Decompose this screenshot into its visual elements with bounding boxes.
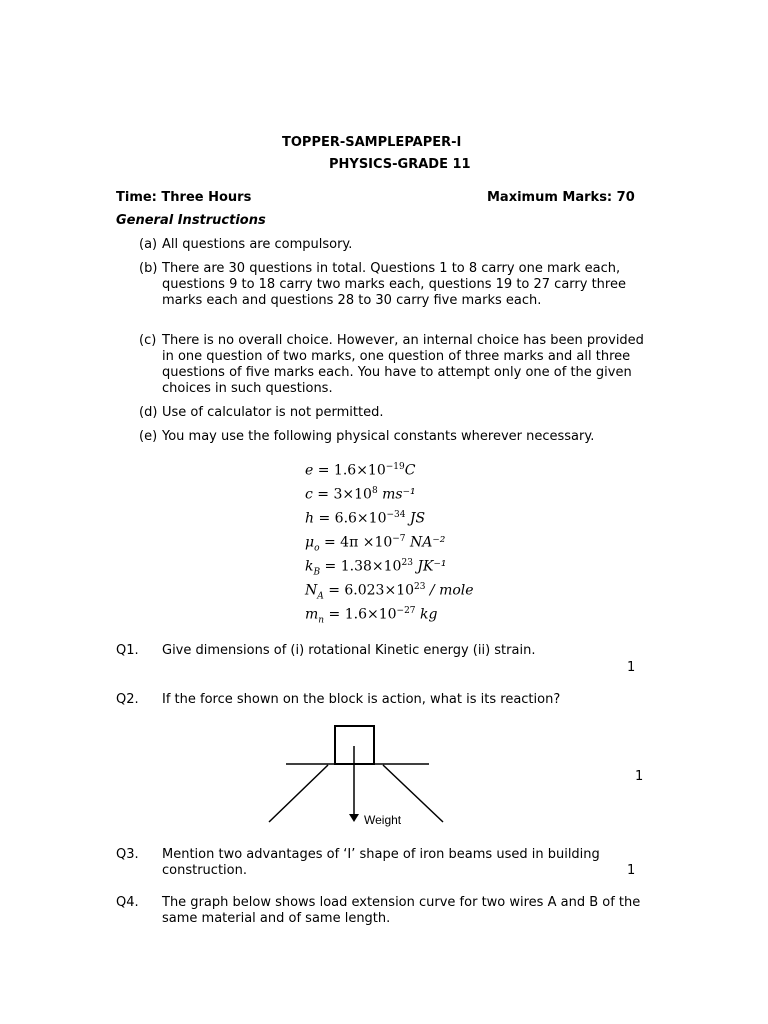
question-number: Q2. (116, 692, 139, 707)
constant-exponent: −27 (396, 606, 416, 616)
constant-exponent: 23 (401, 558, 413, 568)
constant-unit: JK⁻¹ (412, 558, 447, 575)
instruction-item-b (139, 261, 659, 309)
question-number: Q4. (116, 895, 139, 910)
weight-label: Weight (364, 813, 402, 827)
constant-neutron-mass (305, 606, 437, 625)
question-2-marks: 1 (635, 769, 644, 784)
constant-avogadro (305, 582, 474, 601)
instruction-text: There is no overall choice. However, an internal choice has been provided in one question of two marks, one question of three marks and all three questions of five marks each. You have to attempt only one of the given choices in such questions. (162, 333, 644, 396)
constant-value: = 4π ×10 (319, 534, 393, 551)
question-number: Q1. (116, 643, 139, 658)
constant-boltzmann (305, 558, 446, 577)
constant-unit: / mole (425, 582, 474, 599)
constant-value: = 1.38×10 (320, 558, 402, 575)
constant-electron-charge (305, 462, 415, 481)
constant-exponent: 8 (371, 486, 378, 496)
instructions-heading: General Instructions (116, 213, 266, 228)
instruction-text: All questions are compulsory. (162, 237, 353, 252)
instruction-item-a (139, 237, 659, 253)
instruction-text: You may use the following physical constants wherever necessary. (162, 429, 595, 444)
constant-exponent: 23 (414, 582, 426, 592)
max-marks-label: Maximum Marks: 70 (487, 190, 635, 205)
table-leg-left (269, 765, 328, 822)
paper-subtitle: PHYSICS-GRADE 11 (329, 157, 471, 172)
constant-symbol: e (305, 462, 314, 479)
constant-symbol: h (305, 510, 315, 527)
time-label: Time: Three Hours (116, 190, 252, 205)
block-on-table-figure (260, 718, 460, 833)
constant-symbol: k (305, 558, 314, 575)
question-3-marks: 1 (627, 863, 636, 878)
constant-permeability (305, 534, 445, 553)
question-number: Q3. (116, 847, 139, 862)
weight-arrow-head (349, 814, 359, 822)
question-text: Give dimensions of (i) rotational Kinetic energy (ii) strain. (162, 643, 536, 658)
question-text: If the force shown on the block is action, what is its reaction? (162, 692, 561, 707)
constant-speed-of-light (305, 486, 416, 505)
instruction-label: (b) (139, 261, 158, 276)
constant-symbol: c (305, 486, 313, 503)
constant-unit: C (404, 462, 416, 479)
question-text: Mention two advantages of ‘I’ shape of iron beams used in building construction. (162, 847, 600, 878)
constant-planck (305, 510, 425, 529)
constant-subscript: n (318, 615, 325, 626)
constant-symbol: m (305, 606, 319, 623)
constant-subscript: A (317, 591, 324, 602)
constant-value: = 1.6×10 (324, 606, 397, 623)
constant-value: = 3×10 (312, 486, 372, 503)
constant-value: = 1.6×10 (313, 462, 386, 479)
constant-exponent: −7 (392, 534, 406, 544)
constant-value: = 6.023×10 (323, 582, 415, 599)
instruction-label: (d) (139, 405, 158, 420)
constant-subscript: o (314, 543, 320, 554)
constant-exponent: −19 (385, 462, 405, 472)
instruction-item-c (139, 333, 659, 397)
instruction-text: There are 30 questions in total. Questions 1 to 8 carry one mark each, questions 9 to 18 carry two marks each, questions 19 to 27 carry three marks each and questions 28 to 30 carry five marks each. (162, 261, 626, 308)
constant-unit: JS (405, 510, 426, 527)
instruction-label: (e) (139, 429, 158, 444)
instruction-label: (a) (139, 237, 158, 252)
question-text: The graph below shows load extension curve for two wires A and B of the same material and of same length. (162, 895, 641, 926)
question-1-marks: 1 (627, 660, 636, 675)
constant-unit: kg (415, 606, 438, 623)
constant-unit: NA⁻² (405, 534, 446, 551)
constant-unit: ms⁻¹ (377, 486, 416, 503)
constant-symbol: N (305, 582, 318, 599)
constant-value: = 6.6×10 (314, 510, 387, 527)
instruction-item-e (139, 429, 659, 445)
instruction-label: (c) (139, 333, 157, 348)
paper-title: TOPPER-SAMPLEPAPER-I (282, 135, 462, 150)
instruction-text: Use of calculator is not permitted. (162, 405, 384, 420)
constant-exponent: −34 (386, 510, 406, 520)
instruction-item-d (139, 405, 659, 421)
constant-symbol: μ (305, 534, 315, 551)
constant-subscript: B (313, 567, 321, 578)
